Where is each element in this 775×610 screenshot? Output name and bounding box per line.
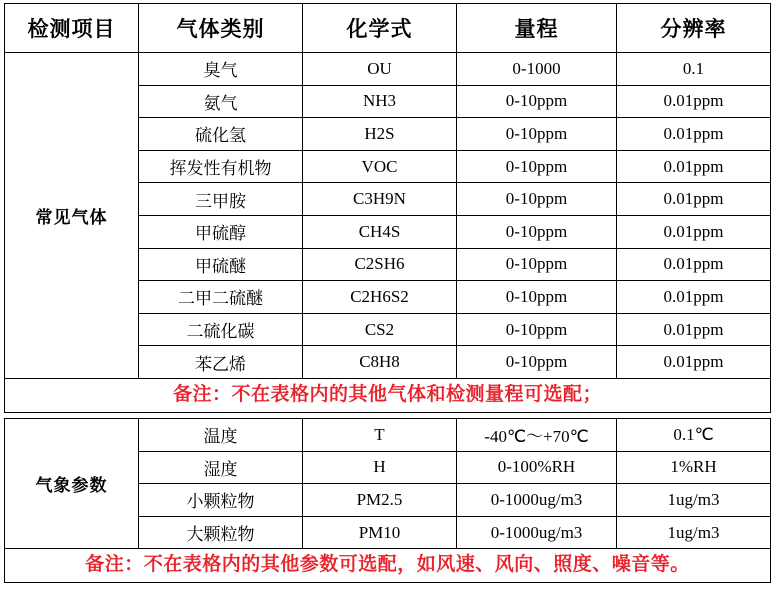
- cell-gas-name: 甲硫醇: [139, 215, 303, 248]
- cell-resolution: 1ug/m3: [617, 484, 771, 517]
- cell-range: 0-1000ug/m3: [457, 516, 617, 549]
- cell-gas-name: 苯乙烯: [139, 346, 303, 379]
- cell-formula: H2S: [303, 118, 457, 151]
- cell-range: 0-100%RH: [457, 451, 617, 484]
- note-row-gas: [5, 378, 771, 412]
- group-label-common-gas: 常见气体: [5, 53, 139, 379]
- cell-range: 0-10ppm: [457, 346, 617, 379]
- weather-spec-table: [4, 418, 771, 583]
- cell-range: 0-10ppm: [457, 248, 617, 281]
- cell-formula: C2SH6: [303, 248, 457, 281]
- cell-range: 0-10ppm: [457, 150, 617, 183]
- table-header-row: [5, 4, 771, 53]
- header-cell-item: 检测项目: [5, 4, 139, 53]
- cell-gas-name: 臭气: [139, 53, 303, 86]
- table-row: [5, 418, 771, 451]
- cell-resolution: 0.1℃: [617, 418, 771, 451]
- header-cell-range: 量程: [457, 4, 617, 53]
- cell-range: 0-10ppm: [457, 183, 617, 216]
- cell-gas-name: 挥发性有机物: [139, 150, 303, 183]
- note-common-gas: 备注：不在表格内的其他气体和检测量程可选配；: [5, 378, 771, 412]
- cell-formula: PM10: [303, 516, 457, 549]
- table-row: [5, 53, 771, 86]
- cell-param-name: 大颗粒物: [139, 516, 303, 549]
- cell-gas-name: 硫化氢: [139, 118, 303, 151]
- cell-param-name: 湿度: [139, 451, 303, 484]
- cell-resolution: 0.01ppm: [617, 346, 771, 379]
- cell-resolution: 0.01ppm: [617, 118, 771, 151]
- cell-range: 0-10ppm: [457, 118, 617, 151]
- cell-formula: PM2.5: [303, 484, 457, 517]
- cell-gas-name: 二甲二硫醚: [139, 281, 303, 314]
- cell-formula: T: [303, 418, 457, 451]
- cell-resolution: 1ug/m3: [617, 516, 771, 549]
- group-label-weather: 气象参数: [5, 418, 139, 548]
- note-weather: 备注：不在表格内的其他参数可选配，如风速、风向、照度、噪音等。: [5, 549, 771, 583]
- cell-formula: CS2: [303, 313, 457, 346]
- cell-formula: CH4S: [303, 215, 457, 248]
- cell-formula: C2H6S2: [303, 281, 457, 314]
- cell-gas-name: 氨气: [139, 85, 303, 118]
- cell-formula: VOC: [303, 150, 457, 183]
- cell-resolution: 0.01ppm: [617, 281, 771, 314]
- cell-formula: NH3: [303, 85, 457, 118]
- cell-gas-name: 二硫化碳: [139, 313, 303, 346]
- note-row-weather: [5, 549, 771, 583]
- header-cell-resolution: 分辨率: [617, 4, 771, 53]
- cell-range: 0-10ppm: [457, 215, 617, 248]
- cell-param-name: 小颗粒物: [139, 484, 303, 517]
- cell-param-name: 温度: [139, 418, 303, 451]
- gas-spec-table: [4, 3, 771, 413]
- cell-range: 0-1000ug/m3: [457, 484, 617, 517]
- cell-resolution: 0.01ppm: [617, 313, 771, 346]
- cell-range: 0-10ppm: [457, 85, 617, 118]
- header-cell-gas-category: 气体类别: [139, 4, 303, 53]
- cell-range: -40℃～+70℃: [457, 418, 617, 451]
- cell-formula: C8H8: [303, 346, 457, 379]
- cell-formula: H: [303, 451, 457, 484]
- cell-resolution: 0.01ppm: [617, 150, 771, 183]
- cell-resolution: 0.1: [617, 53, 771, 86]
- header-cell-formula: 化学式: [303, 4, 457, 53]
- cell-range: 0-10ppm: [457, 313, 617, 346]
- cell-resolution: 0.01ppm: [617, 183, 771, 216]
- cell-formula: C3H9N: [303, 183, 457, 216]
- cell-resolution: 0.01ppm: [617, 85, 771, 118]
- cell-formula: OU: [303, 53, 457, 86]
- cell-resolution: 1%RH: [617, 451, 771, 484]
- cell-gas-name: 甲硫醚: [139, 248, 303, 281]
- cell-gas-name: 三甲胺: [139, 183, 303, 216]
- cell-range: 0-1000: [457, 53, 617, 86]
- cell-resolution: 0.01ppm: [617, 248, 771, 281]
- cell-range: 0-10ppm: [457, 281, 617, 314]
- cell-resolution: 0.01ppm: [617, 215, 771, 248]
